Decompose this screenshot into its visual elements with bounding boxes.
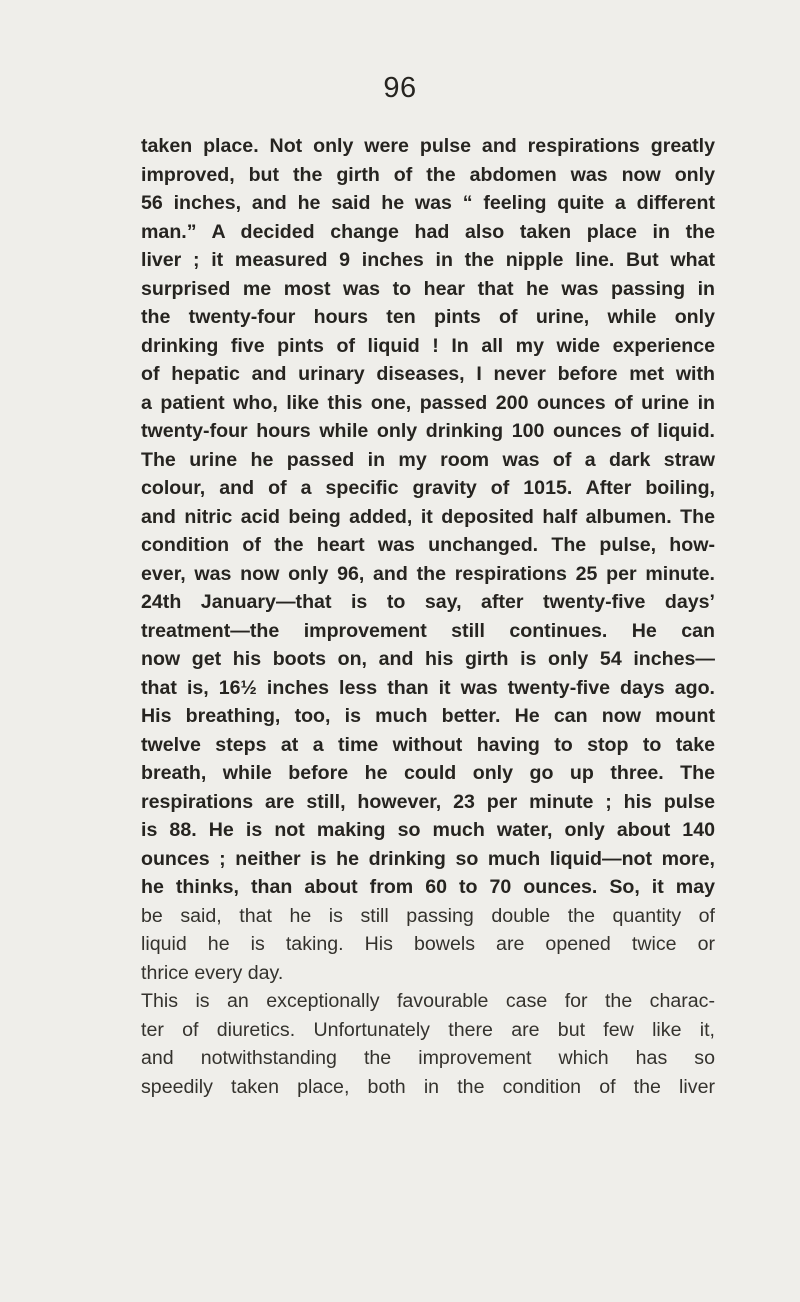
text-line: the twenty-four hours ten pints of urine, while only <box>141 306 715 328</box>
text-line: treatment—the improvement still continues. He can <box>141 619 715 642</box>
text-line: colour, and of a specific gravity of 1015. After boiling, <box>141 477 715 499</box>
text-line: drinking five pints of liquid ! In all my wide experience <box>141 334 715 357</box>
text-line: 56 inches, and he said he was “ feeling quite a different <box>141 192 715 214</box>
text-line: condition of the heart was unchanged. The pulse, how- <box>141 534 715 556</box>
text-line: now get his boots on, and his girth is only 54 inches— <box>141 648 715 670</box>
text-line: of hepatic and urinary diseases, I never before met with <box>141 363 715 385</box>
text-line: His breathing, too, is much better. He can now mount <box>141 705 715 727</box>
text-line: ever, was now only 96, and the respirations 25 per minute. <box>141 562 715 585</box>
text-line: twenty-four hours while only drinking 100 ounces of liquid. <box>141 420 715 442</box>
text-line: and notwithstanding the improvement which has so <box>141 1047 715 1069</box>
text-line: man.” A decided change had also taken place in the <box>141 220 715 243</box>
text-line: twelve steps at a time without having to stop to take <box>141 733 715 756</box>
text-line: This is an exceptionally favourable case for the charac- <box>141 990 715 1012</box>
text-line: 24th January—that is to say, after twenty-five days’ <box>141 591 715 613</box>
text-line: a patient who, like this one, passed 200 ounces of urine in <box>141 391 715 414</box>
text-line: surprised me most was to hear that he was passing in <box>141 277 715 300</box>
page-number: 96 <box>383 72 417 104</box>
text-line: breath, while before he could only go up three. The <box>141 762 715 784</box>
text-line: taken place. Not only were pulse and respirations greatly <box>141 135 715 157</box>
text-line: ter of diuretics. Unfortunately there are but few like it, <box>141 1018 715 1041</box>
text-line: ounces ; neither is he drinking so much liquid—not more, <box>141 847 715 870</box>
text-line: he thinks, than about from 60 to 70 ounces. So, it may <box>141 876 715 898</box>
text-line: thrice every day. <box>141 961 284 984</box>
text-line: respirations are still, however, 23 per minute ; his pulse <box>141 790 715 813</box>
body-text <box>141 132 715 1101</box>
text-line: The urine he passed in my room was of a dark straw <box>141 448 715 471</box>
text-line: be said, that he is still passing double the quantity of <box>141 904 715 927</box>
text-line: liver ; it measured 9 inches in the nipple line. But what <box>141 249 715 271</box>
text-line: is 88. He is not making so much water, only about 140 <box>141 819 715 841</box>
text-line: improved, but the girth of the abdomen was now only <box>141 163 715 186</box>
text-line: that is, 16½ inches less than it was twenty-five days ago. <box>141 676 715 699</box>
text-line: and nitric acid being added, it deposited half albumen. The <box>141 505 715 528</box>
text-line: liquid he is taking. His bowels are opened twice or <box>141 933 715 955</box>
text-line: speedily taken place, both in the condition of the liver <box>141 1075 715 1098</box>
